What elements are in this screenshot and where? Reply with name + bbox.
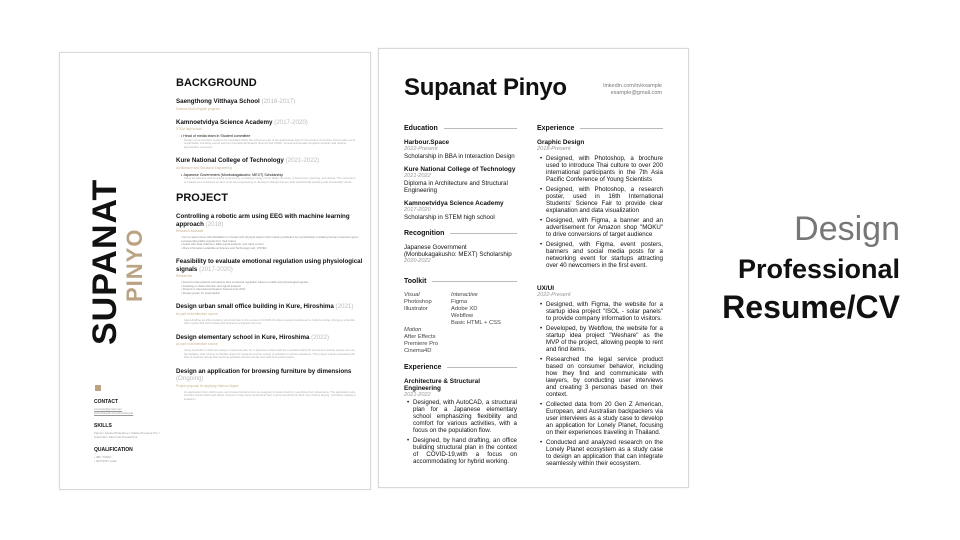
caption-design: Design <box>794 210 900 248</box>
experience-bullet: • Designed, with Photoshop, a brochure used to introduce Thai culture to over 200 international participants in the 7th Asia Pacific Conference of Young Scientists <box>537 155 663 183</box>
toolkit-visual-item: Photoshop <box>404 299 432 305</box>
experience-group <box>537 285 663 467</box>
project-bullet: • More information available at Science and Technology Lab, VISTEC <box>181 247 366 251</box>
contact-heading: CONTACT <box>94 399 119 405</box>
qualification-item: • IELTS/GT exam <box>94 459 118 463</box>
experience-title: Architecture & Structural Engineering <box>404 378 480 392</box>
project-entry <box>176 213 366 250</box>
project-years: (2017-2020) <box>199 265 233 273</box>
toolkit-interactive-item: Interactive <box>451 292 478 298</box>
school-years: (2016-2017) <box>261 98 296 105</box>
experience-title: UX/UI <box>537 285 555 292</box>
school-years: (2017-2020) <box>274 118 308 126</box>
left-column <box>404 124 517 468</box>
school-program: STEM high school <box>176 127 202 131</box>
project-years: (2022) <box>311 333 330 341</box>
project-role: Research Assistant <box>176 229 204 233</box>
school-name: Kamnoetvidya Science Academy <box>404 200 504 207</box>
school-name <box>176 119 366 127</box>
school-title: Kure National College of Technology <box>176 157 284 164</box>
project-role: As part of architecture course <box>176 311 218 316</box>
project-bullet: • Assist with data collection, EEG signal analysis, and robot control <box>181 243 366 247</box>
contact-block <box>603 83 662 97</box>
project-title: Feasibility to evaluate emotional regulation using physiological signals <box>176 258 363 273</box>
toolkit-spacer <box>451 334 517 341</box>
school-achievement: • Head of media team in Student committee <box>181 134 366 139</box>
background-entry <box>176 157 366 184</box>
experience-heading: Experience <box>404 363 517 372</box>
school-description: Design communicative media to be circulated within the school as part of the audiovisual duty for the student committee school-wide event organization including events such as International Student Science Fair (ISSF), annual school-wide Songkran festival, and teacher appreciation ceremony. <box>184 137 356 149</box>
caption-resume-cv: Resume/CV <box>722 289 900 325</box>
toolkit-heading: Toolkit <box>404 277 517 286</box>
resume1-main <box>176 77 366 409</box>
skills-heading: SKILLS <box>94 423 112 429</box>
experience-bullet: • Developed, by Webflow, the website for a startup idea project "Weshare" as the MVP of the project, allowing people to rent and find items. <box>537 325 663 353</box>
experience-date: 2021-2022 <box>404 392 431 398</box>
school-name: Harbour.Space <box>404 139 450 146</box>
toolkit-motion-item: After Effects <box>404 334 436 340</box>
resume-page-2 <box>378 48 689 488</box>
toolkit-spacer <box>451 341 517 348</box>
experience-bullet: • Designed, with Figma, a banner and an advertisement for Amazon shop "MOKU" to drive conversions of target audience <box>537 217 663 238</box>
toolkit-interactive-item: Webflow <box>451 313 474 319</box>
skills-text: Figma / Adobe Photoshop / Adobe Premiere Pro / AutoCAD / Microsoft PowerPoint <box>94 431 160 439</box>
experience-bullets <box>537 155 663 269</box>
school-title: Kamnoetvidya Science Academy <box>176 118 273 126</box>
project-title-line <box>176 368 366 383</box>
project-title: Design an application for browsing furniture by dimensions <box>176 367 352 375</box>
school-name <box>176 98 366 106</box>
recognition-heading: Recognition <box>404 229 517 238</box>
toolkit-spacer <box>451 327 517 334</box>
project-role: Project proposal for applying Harbour.Space <box>176 383 239 388</box>
project-title-line <box>176 303 366 311</box>
project-title: Design urban small office building in Kure, Hiroshima <box>176 303 334 310</box>
education-description: Diploma in Architecture and Structural Engineering <box>404 180 508 194</box>
experience-bullet: • Designed, by hand drafting, an office building structural plan in the context of COVID-19,with a focus on accommodating for hybrid working. <box>404 437 517 465</box>
project-description: An application from which users can browse furniture from an assigned furniture brand by specifying their dimensions. The application also includes visual charts and tables of sizes to help users understand how a piece would fit into their room before buying. (Continue reading in LinkedIn) <box>184 389 356 401</box>
project-entry <box>176 258 366 295</box>
background-heading: BACKGROUND <box>176 77 257 89</box>
experience-bullet: • Researched the legal service product based on consumer behavior, including how they find and communicate with lawyers, by conducting user interviews and creating 3 personas based on their context. <box>537 356 663 398</box>
project-title-line <box>176 213 366 228</box>
school-years: (2021-2022) <box>285 157 320 164</box>
first-name-vertical: SUPANAT <box>86 178 124 345</box>
project-years: (2021) <box>335 303 354 310</box>
toolkit-motion-item: Cinema4D <box>404 348 432 354</box>
project-description: Using AutoCAD to draft and design a structural plan for a Japanese school with the emphasis that both school and outside people can use the facilities, with a focus on flexible space for students and the variety of activities in various situations. This project mainly considered the flow of students during their learning activities and the faculty and staff during their duties. <box>184 348 355 359</box>
toolkit-interactive-item: Adobe XD <box>451 306 478 312</box>
school-program: Science-Math-English program <box>176 106 220 111</box>
toolkit-spacer <box>451 348 517 355</box>
accent-square <box>95 385 101 391</box>
contact-section <box>94 399 164 415</box>
school-name <box>176 157 366 165</box>
toolkit-interactive-item: Basic HTML + CSS <box>451 320 501 326</box>
experience-date: 2022-Present <box>537 292 571 298</box>
experience-bullet: • Designed, with Photoshop, a research poster, used in 16th International Students' Science Fair to provide clear explanation and data visualization <box>537 186 663 214</box>
education-description: Scholarship in STEM high school <box>404 214 495 221</box>
project-bullet: • Design poster for presentation <box>181 292 366 296</box>
project-title-line <box>176 258 366 273</box>
education-entry <box>404 166 517 194</box>
experience-date: 2018-Present <box>537 146 571 152</box>
experience-bullet: • Collected data from 20 Gen Z American, European, and Australian backpackers via user interviews as a study case to develop an application for Lonely Planet, focusing on their experiences traveling in Thailand. <box>537 401 663 436</box>
education-entry <box>404 200 517 221</box>
experience-bullet: • Conducted and analyzed research on the Lonely Planet ecosystem as a study case to design an application that can integrate seamlessly within their ecosystem. <box>537 439 663 467</box>
recognition-date: 2020-2022 <box>404 258 431 264</box>
project-heading: PROJECT <box>176 192 228 204</box>
skills-section <box>94 423 164 439</box>
experience-bullet: • Designed, with AutoCAD, a structural plan for a Japanese elementary school emphasizing flexibility and comfort for various activities, with a focus on the population flow. <box>404 399 517 434</box>
project-title-line <box>176 334 366 342</box>
experience-bullets <box>537 301 663 467</box>
resume-page-1 <box>59 52 371 490</box>
project-bullet: • Assisting on data collection and signal analysis <box>181 285 366 289</box>
qualification-item: • JBC TOEIC <box>94 455 112 459</box>
experience-title: Graphic Design <box>537 139 585 146</box>
project-entry <box>176 303 366 326</box>
project-years: (2018) <box>205 220 224 228</box>
project-bullet: • Present in International Student Science Fair 2020 <box>181 288 366 292</box>
education-description: Scholarship in BBA in Interaction Design <box>404 153 515 160</box>
school-name: Kure National College of Technology <box>404 166 516 173</box>
project-bullet: • Aim to assist those with disabilities to interact with physical objects with robotic prosthetics by mechanically emulating human movement given corresponding EEG signals from their brains <box>181 236 366 243</box>
last-name-vertical: PINYO <box>122 228 147 302</box>
project-description: Hand-drafting an office building structural plan in the context of COVID-19 where people transitioned to hybrid working. Aiming at a flexible office space that both rentals and business occupants can use. <box>184 317 355 325</box>
education-date: 2022-Present <box>404 146 438 152</box>
education-date: 2017-2020 <box>404 207 431 213</box>
qualification-heading: QUALIFICATION <box>94 447 133 453</box>
caption-professional: Professional <box>737 254 900 284</box>
background-entry <box>176 98 366 111</box>
recognition-text: Japanese Government (Monbukagakusho: MEXT) Scholarship <box>404 244 512 258</box>
education-date: 2021-2022 <box>404 173 431 179</box>
toolkit-motion-item: Premiere Pro <box>404 341 439 347</box>
school-achievement: • Japanese Government (Monbukagakusho: MEXT) Scholarship <box>181 173 366 178</box>
toolkit-visual-item <box>404 320 451 327</box>
contact-linkedin[interactable]: www.linkedin.com/in/example <box>94 411 134 415</box>
toolkit-interactive-item: Figma <box>451 299 468 305</box>
school-title: Saengthong Vitthaya School <box>176 98 260 105</box>
project-entry <box>176 334 366 360</box>
project-title: Controlling a robotic arm using EEG with machine learning approach <box>176 213 350 228</box>
project-role: Researcher <box>176 274 193 278</box>
school-program: Architecture and Structural Engineering <box>176 165 232 170</box>
toolkit-visual-item <box>404 313 451 320</box>
experience-bullet: • Designed, with Figma, event posters, banners and social media posts for a networking event for startups attracting over 40 newcomers in the first event. <box>537 241 663 269</box>
resume-name: Supanat Pinyo <box>404 74 567 101</box>
right-column <box>537 124 663 470</box>
toolkit-grid <box>404 292 517 355</box>
background-entry <box>176 119 366 150</box>
toolkit-visual-item: Visual <box>404 292 420 298</box>
project-role: As part of architecture course <box>176 342 218 346</box>
email-link[interactable]: example@gmail.com <box>610 90 662 96</box>
qualification-section <box>94 447 164 463</box>
toolkit-motion-item: Motion <box>404 327 422 333</box>
experience-group <box>537 139 663 269</box>
experience-bullet: • Designed, with Figma, the website for a startup idea project "ISOL - solar panels" to provide company information to visitors. <box>537 301 663 322</box>
project-title: Design elementary school in Kure, Hiroshima <box>176 333 310 341</box>
linkedin-link[interactable]: linkedin.com/in/example <box>603 83 662 89</box>
contact-email[interactable]: example@gmail.com <box>94 407 123 411</box>
project-entry <box>176 368 366 402</box>
school-description: Study architecture and structural engineering, consisting mainly of four fields: structure, environment, planning, and design. The curriculum is created as a combined product of art and engineering to develop buildings that are both aesthetically pleasing and functionally sound. <box>184 176 356 184</box>
project-bullet: • Aimed to help patients self-assess their emotional regulation based on skills and physiological signals <box>181 281 366 285</box>
project-years: (Ongoing) <box>176 375 204 382</box>
toolkit-visual-item: Illustrator <box>404 306 428 312</box>
experience-heading: Experience <box>537 124 663 133</box>
education-heading: Education <box>404 124 517 133</box>
education-entry <box>404 139 517 160</box>
